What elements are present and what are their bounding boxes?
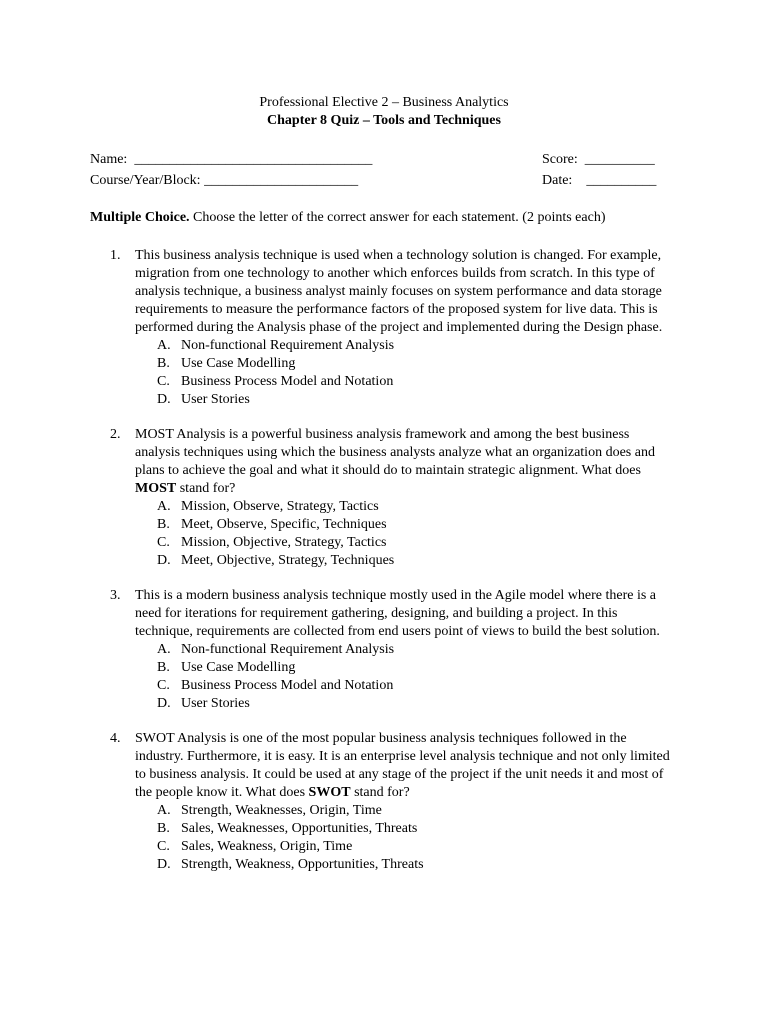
question-3 xyxy=(0,587,768,713)
option-a: A. Non-functional Requirement Analysis xyxy=(157,642,395,657)
info-row-name-score xyxy=(90,151,665,169)
quiz-title: Chapter 8 Quiz – Tools and Techniques xyxy=(267,113,501,128)
question-number: 2. xyxy=(110,427,121,442)
date-field-label: Date: __________ xyxy=(542,173,657,188)
option-b: B. Use Case Modelling xyxy=(157,660,296,675)
option-d: D. Meet, Objective, Strategy, Techniques xyxy=(157,553,395,568)
option-b: B. Meet, Observe, Specific, Techniques xyxy=(157,517,387,532)
option-b: B. Sales, Weaknesses, Opportunities, Threats xyxy=(157,821,418,836)
question-2 xyxy=(0,426,768,570)
instructions xyxy=(90,209,690,227)
option-c: C. Sales, Weakness, Origin, Time xyxy=(157,839,353,854)
option-c: C. Mission, Objective, Strategy, Tactics xyxy=(157,535,387,550)
option-d: D. Strength, Weakness, Opportunities, Threats xyxy=(157,857,424,872)
option-c: C. Business Process Model and Notation xyxy=(157,374,394,389)
option-b: B. Use Case Modelling xyxy=(157,356,296,371)
option-a: A. Mission, Observe, Strategy, Tactics xyxy=(157,499,379,514)
option-d: D. User Stories xyxy=(157,392,250,407)
acronym-swot: SWOT xyxy=(308,785,351,800)
name-field-label: Name: __________________________________ xyxy=(90,152,373,167)
question-4 xyxy=(0,730,768,874)
question-text: MOST Analysis is a powerful business analysis framework and among the best business analysis techniques using which the business analysts analyze what an organization does and plans to achieve the goal and what it should do to maintain strategic alignment. What does MOST stand for? xyxy=(135,427,655,496)
answer-options xyxy=(157,641,768,713)
answer-options xyxy=(157,498,768,570)
course-heading: Professional Elective 2 – Business Analytics xyxy=(259,95,509,110)
acronym-most: MOST xyxy=(135,481,177,496)
answer-options xyxy=(157,802,768,874)
question-text: This business analysis technique is used when a technology solution is changed. For example, migration from one technology to another which enforces builds from scratch. In this type of analysis technique, a business analyst mainly focuses on system performance and data storage requirements to measure the performance factors of the proposed system for live data. This is performed during the Analysis phase of the project and implemented during the Design phase. xyxy=(135,248,663,335)
question-number: 4. xyxy=(110,731,121,746)
instructions-heading: Multiple Choice. xyxy=(90,210,190,225)
course-block-field-label: Course/Year/Block: ______________________ xyxy=(90,173,359,188)
score-field-label: Score: __________ xyxy=(542,152,655,167)
instructions-text: Choose the letter of the correct answer for each statement. (2 points each) xyxy=(189,210,606,225)
document-header xyxy=(0,94,768,130)
option-a: A. Strength, Weaknesses, Origin, Time xyxy=(157,803,382,818)
info-row-course-date xyxy=(90,172,665,190)
question-text: SWOT Analysis is one of the most popular business analysis techniques followed in the industry. Furthermore, it is easy. It is an enterprise level analysis technique and not only limited to business analysis. It could be used at any stage of the project if the unit needs it and most of the people know it. What does SWOT stand for? xyxy=(135,731,670,800)
answer-options xyxy=(157,337,768,409)
option-a: A. Non-functional Requirement Analysis xyxy=(157,338,395,353)
question-number: 3. xyxy=(110,588,121,603)
option-c: C. Business Process Model and Notation xyxy=(157,678,394,693)
question-number: 1. xyxy=(110,248,121,263)
question-1 xyxy=(0,247,768,409)
question-list xyxy=(0,247,768,891)
question-text: This is a modern business analysis technique mostly used in the Agile model where there is a need for iterations for requirement gathering, designing, and building a project. In this technique, requirements are collected from end users point of views to build the best solution. xyxy=(135,588,660,639)
option-d: D. User Stories xyxy=(157,696,250,711)
